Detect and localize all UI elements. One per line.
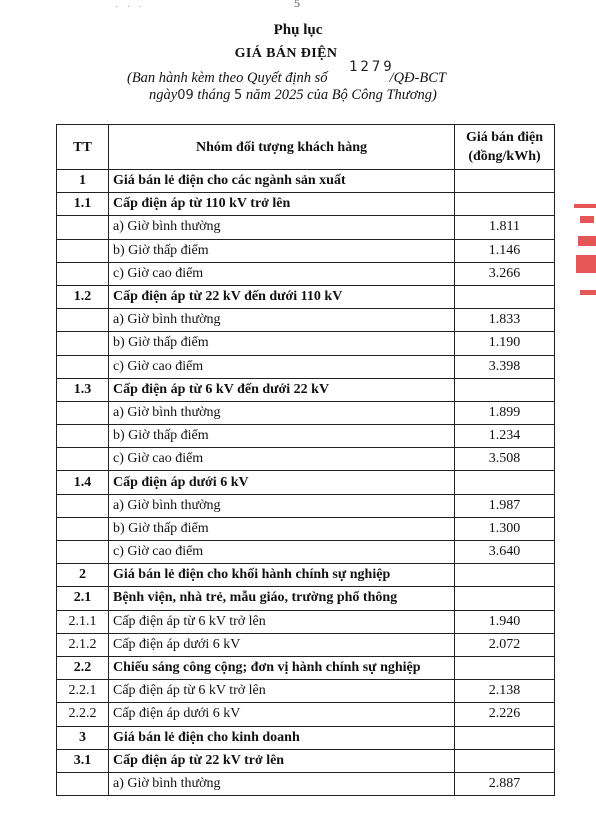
row-tt: 3.1 bbox=[57, 749, 109, 772]
row-tt bbox=[57, 262, 109, 285]
table-row bbox=[57, 355, 555, 378]
row-tt: 1.3 bbox=[57, 378, 109, 401]
row-price bbox=[455, 378, 555, 401]
table-row bbox=[57, 564, 555, 587]
table-row bbox=[57, 749, 555, 772]
row-price: 1.940 bbox=[455, 610, 555, 633]
row-customer-group: Cấp điện áp từ 6 kV trở lên bbox=[109, 680, 455, 703]
table-row bbox=[57, 193, 555, 216]
red-seal-mark bbox=[574, 204, 596, 208]
row-customer-group: b) Giờ thấp điểm bbox=[109, 425, 455, 448]
column-header-customer-group: Nhóm đối tượng khách hàng bbox=[109, 125, 455, 170]
row-tt: 2 bbox=[57, 564, 109, 587]
table-row bbox=[57, 170, 555, 193]
row-price bbox=[455, 726, 555, 749]
issued-date-line bbox=[149, 87, 437, 104]
price-header-line1: Giá bán điện bbox=[465, 130, 544, 145]
row-tt: 2.1.2 bbox=[57, 633, 109, 656]
row-price: 3.266 bbox=[455, 262, 555, 285]
row-price: 2.138 bbox=[455, 680, 555, 703]
row-price: 1.833 bbox=[455, 309, 555, 332]
row-customer-group: b) Giờ thấp điểm bbox=[109, 239, 455, 262]
table-row bbox=[57, 448, 555, 471]
row-customer-group: c) Giờ cao điểm bbox=[109, 541, 455, 564]
row-tt: 3 bbox=[57, 726, 109, 749]
table-row bbox=[57, 425, 555, 448]
row-customer-group: a) Giờ bình thường bbox=[109, 494, 455, 517]
row-tt bbox=[57, 541, 109, 564]
issued-day-handwritten: 09 bbox=[177, 88, 194, 103]
issued-suffix: /QĐ-BCT bbox=[389, 70, 446, 86]
table-row bbox=[57, 332, 555, 355]
table-row bbox=[57, 517, 555, 540]
row-tt: 1.4 bbox=[57, 471, 109, 494]
table-row bbox=[57, 494, 555, 517]
row-customer-group: c) Giờ cao điểm bbox=[109, 262, 455, 285]
row-tt: 2.2.2 bbox=[57, 703, 109, 726]
red-seal-mark bbox=[580, 290, 596, 295]
red-seal-mark bbox=[580, 216, 594, 223]
row-price: 2.226 bbox=[455, 703, 555, 726]
row-customer-group: Cấp điện áp từ 22 kV trở lên bbox=[109, 749, 455, 772]
row-price bbox=[455, 564, 555, 587]
table-row bbox=[57, 216, 555, 239]
row-customer-group: Cấp điện áp từ 6 kV trở lên bbox=[109, 610, 455, 633]
row-tt: 1 bbox=[57, 170, 109, 193]
row-tt: 2.2 bbox=[57, 656, 109, 679]
row-price: 1.987 bbox=[455, 494, 555, 517]
row-customer-group: Giá bán lẻ điện cho kinh doanh bbox=[109, 726, 455, 749]
row-customer-group: a) Giờ bình thường bbox=[109, 309, 455, 332]
red-seal-mark bbox=[576, 255, 596, 273]
table-row bbox=[57, 401, 555, 424]
date-suffix: năm 2025 của Bộ Công Thương) bbox=[245, 87, 437, 103]
table-row bbox=[57, 239, 555, 262]
row-customer-group: Cấp điện áp từ 110 kV trở lên bbox=[109, 193, 455, 216]
row-price: 1.811 bbox=[455, 216, 555, 239]
month-prefix: tháng bbox=[197, 87, 231, 103]
row-customer-group: Cấp điện áp dưới 6 kV bbox=[109, 703, 455, 726]
row-customer-group: Cấp điện áp từ 6 kV đến dưới 22 kV bbox=[109, 378, 455, 401]
row-price: 1.146 bbox=[455, 239, 555, 262]
row-price bbox=[455, 656, 555, 679]
row-price bbox=[455, 170, 555, 193]
row-price bbox=[455, 749, 555, 772]
row-price: 1.234 bbox=[455, 425, 555, 448]
row-tt bbox=[57, 494, 109, 517]
row-tt: 2.1 bbox=[57, 587, 109, 610]
row-tt: 2.1.1 bbox=[57, 610, 109, 633]
row-price: 3.508 bbox=[455, 448, 555, 471]
row-price: 2.887 bbox=[455, 772, 555, 795]
row-price bbox=[455, 471, 555, 494]
table-row bbox=[57, 309, 555, 332]
table-row bbox=[57, 262, 555, 285]
row-price: 3.398 bbox=[455, 355, 555, 378]
row-customer-group: b) Giờ thấp điểm bbox=[109, 517, 455, 540]
table-row bbox=[57, 726, 555, 749]
table-row bbox=[57, 610, 555, 633]
document-title: GIÁ BÁN ĐIỆN bbox=[234, 46, 338, 61]
row-tt bbox=[57, 448, 109, 471]
price-table bbox=[56, 124, 555, 796]
price-table-body bbox=[57, 170, 555, 796]
issued-by-line bbox=[127, 70, 446, 87]
row-customer-group: Chiếu sáng công cộng; đơn vị hành chính sự nghiệp bbox=[109, 656, 455, 679]
table-row bbox=[57, 656, 555, 679]
red-seal-mark bbox=[578, 236, 596, 246]
column-header-price bbox=[455, 125, 555, 170]
column-header-tt: TT bbox=[57, 125, 109, 170]
date-prefix: ngày bbox=[149, 87, 178, 103]
row-price: 1.300 bbox=[455, 517, 555, 540]
scan-specks: · · · bbox=[115, 2, 145, 13]
table-header-row bbox=[57, 125, 555, 170]
row-customer-group: c) Giờ cao điểm bbox=[109, 355, 455, 378]
row-customer-group: a) Giờ bình thường bbox=[109, 216, 455, 239]
row-price: 1.190 bbox=[455, 332, 555, 355]
row-tt bbox=[57, 216, 109, 239]
row-customer-group: c) Giờ cao điểm bbox=[109, 448, 455, 471]
row-customer-group: Cấp điện áp từ 22 kV đến dưới 110 kV bbox=[109, 285, 455, 308]
table-row bbox=[57, 680, 555, 703]
decision-number-handwritten: 1279 bbox=[349, 59, 395, 75]
row-tt: 1.2 bbox=[57, 285, 109, 308]
row-tt bbox=[57, 239, 109, 262]
row-customer-group: b) Giờ thấp điểm bbox=[109, 332, 455, 355]
table-row bbox=[57, 378, 555, 401]
row-tt bbox=[57, 517, 109, 540]
row-tt bbox=[57, 401, 109, 424]
row-tt bbox=[57, 772, 109, 795]
row-price: 2.072 bbox=[455, 633, 555, 656]
row-tt: 1.1 bbox=[57, 193, 109, 216]
table-row bbox=[57, 471, 555, 494]
table-row bbox=[57, 285, 555, 308]
row-customer-group: Bệnh viện, nhà trẻ, mẫu giáo, trường phổ thông bbox=[109, 587, 455, 610]
table-row bbox=[57, 703, 555, 726]
row-customer-group: Cấp điện áp dưới 6 kV bbox=[109, 633, 455, 656]
table-row bbox=[57, 633, 555, 656]
row-customer-group: Giá bán lẻ điện cho khối hành chính sự nghiệp bbox=[109, 564, 455, 587]
row-customer-group: Giá bán lẻ điện cho các ngành sản xuất bbox=[109, 170, 455, 193]
table-row bbox=[57, 541, 555, 564]
table-row bbox=[57, 587, 555, 610]
row-price bbox=[455, 285, 555, 308]
issued-month-handwritten: 5 bbox=[234, 88, 243, 103]
price-header-line2: (đồng/kWh) bbox=[468, 149, 541, 164]
row-tt bbox=[57, 425, 109, 448]
row-tt bbox=[57, 355, 109, 378]
issued-prefix: (Ban hành kèm theo Quyết định số bbox=[127, 70, 328, 86]
row-tt bbox=[57, 332, 109, 355]
row-customer-group: a) Giờ bình thường bbox=[109, 772, 455, 795]
row-price bbox=[455, 193, 555, 216]
table-row bbox=[57, 772, 555, 795]
row-price: 1.899 bbox=[455, 401, 555, 424]
row-price bbox=[455, 587, 555, 610]
row-tt: 2.2.1 bbox=[57, 680, 109, 703]
row-price: 3.640 bbox=[455, 541, 555, 564]
page-number: 5 bbox=[294, 0, 300, 10]
row-customer-group: Cấp điện áp dưới 6 kV bbox=[109, 471, 455, 494]
appendix-label: Phụ lục bbox=[273, 22, 323, 38]
row-customer-group: a) Giờ bình thường bbox=[109, 401, 455, 424]
row-tt bbox=[57, 309, 109, 332]
